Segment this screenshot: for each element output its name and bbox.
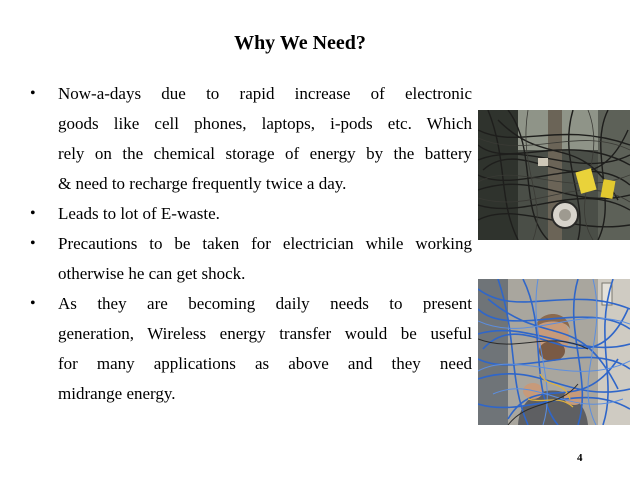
bullet-line: & need to recharge frequently twice a day. — [58, 174, 347, 193]
bullet-marker: • — [30, 295, 36, 312]
bullet-line: Leads to lot of E-waste. — [58, 204, 220, 223]
bullet-line: for many applications as above and they need — [58, 354, 472, 373]
bullet-item — [30, 79, 472, 199]
bullet-line: goods like cell phones, laptops, i-pods etc. Which — [58, 114, 472, 133]
tangled-wires-photo — [478, 110, 630, 240]
technician-cables-image — [478, 279, 630, 425]
page-number: 4 — [577, 452, 583, 464]
bullet-line: otherwise he can get shock. — [58, 264, 246, 283]
bullet-line: generation, Wireless energy transfer would be useful — [58, 324, 472, 343]
tangled-wires-image — [478, 110, 630, 240]
bullet-marker: • — [30, 85, 36, 102]
bullet-marker: • — [30, 235, 36, 252]
bullet-item — [30, 229, 472, 289]
technician-cables-photo — [478, 279, 630, 425]
bullet-line: Now-a-days due to rapid increase of electronic — [58, 84, 472, 103]
bullet-item — [30, 199, 472, 229]
bullet-list — [30, 79, 472, 409]
slide-title: Why We Need? — [234, 32, 366, 54]
bullet-marker: • — [30, 205, 36, 222]
bullet-line: rely on the chemical storage of energy by the battery — [58, 144, 472, 163]
bullet-line: midrange energy. — [58, 384, 176, 403]
bullet-line: As they are becoming daily needs to present — [58, 294, 472, 313]
bullet-item — [30, 289, 472, 409]
bullet-line: Precautions to be taken for electrician while working — [58, 234, 472, 253]
